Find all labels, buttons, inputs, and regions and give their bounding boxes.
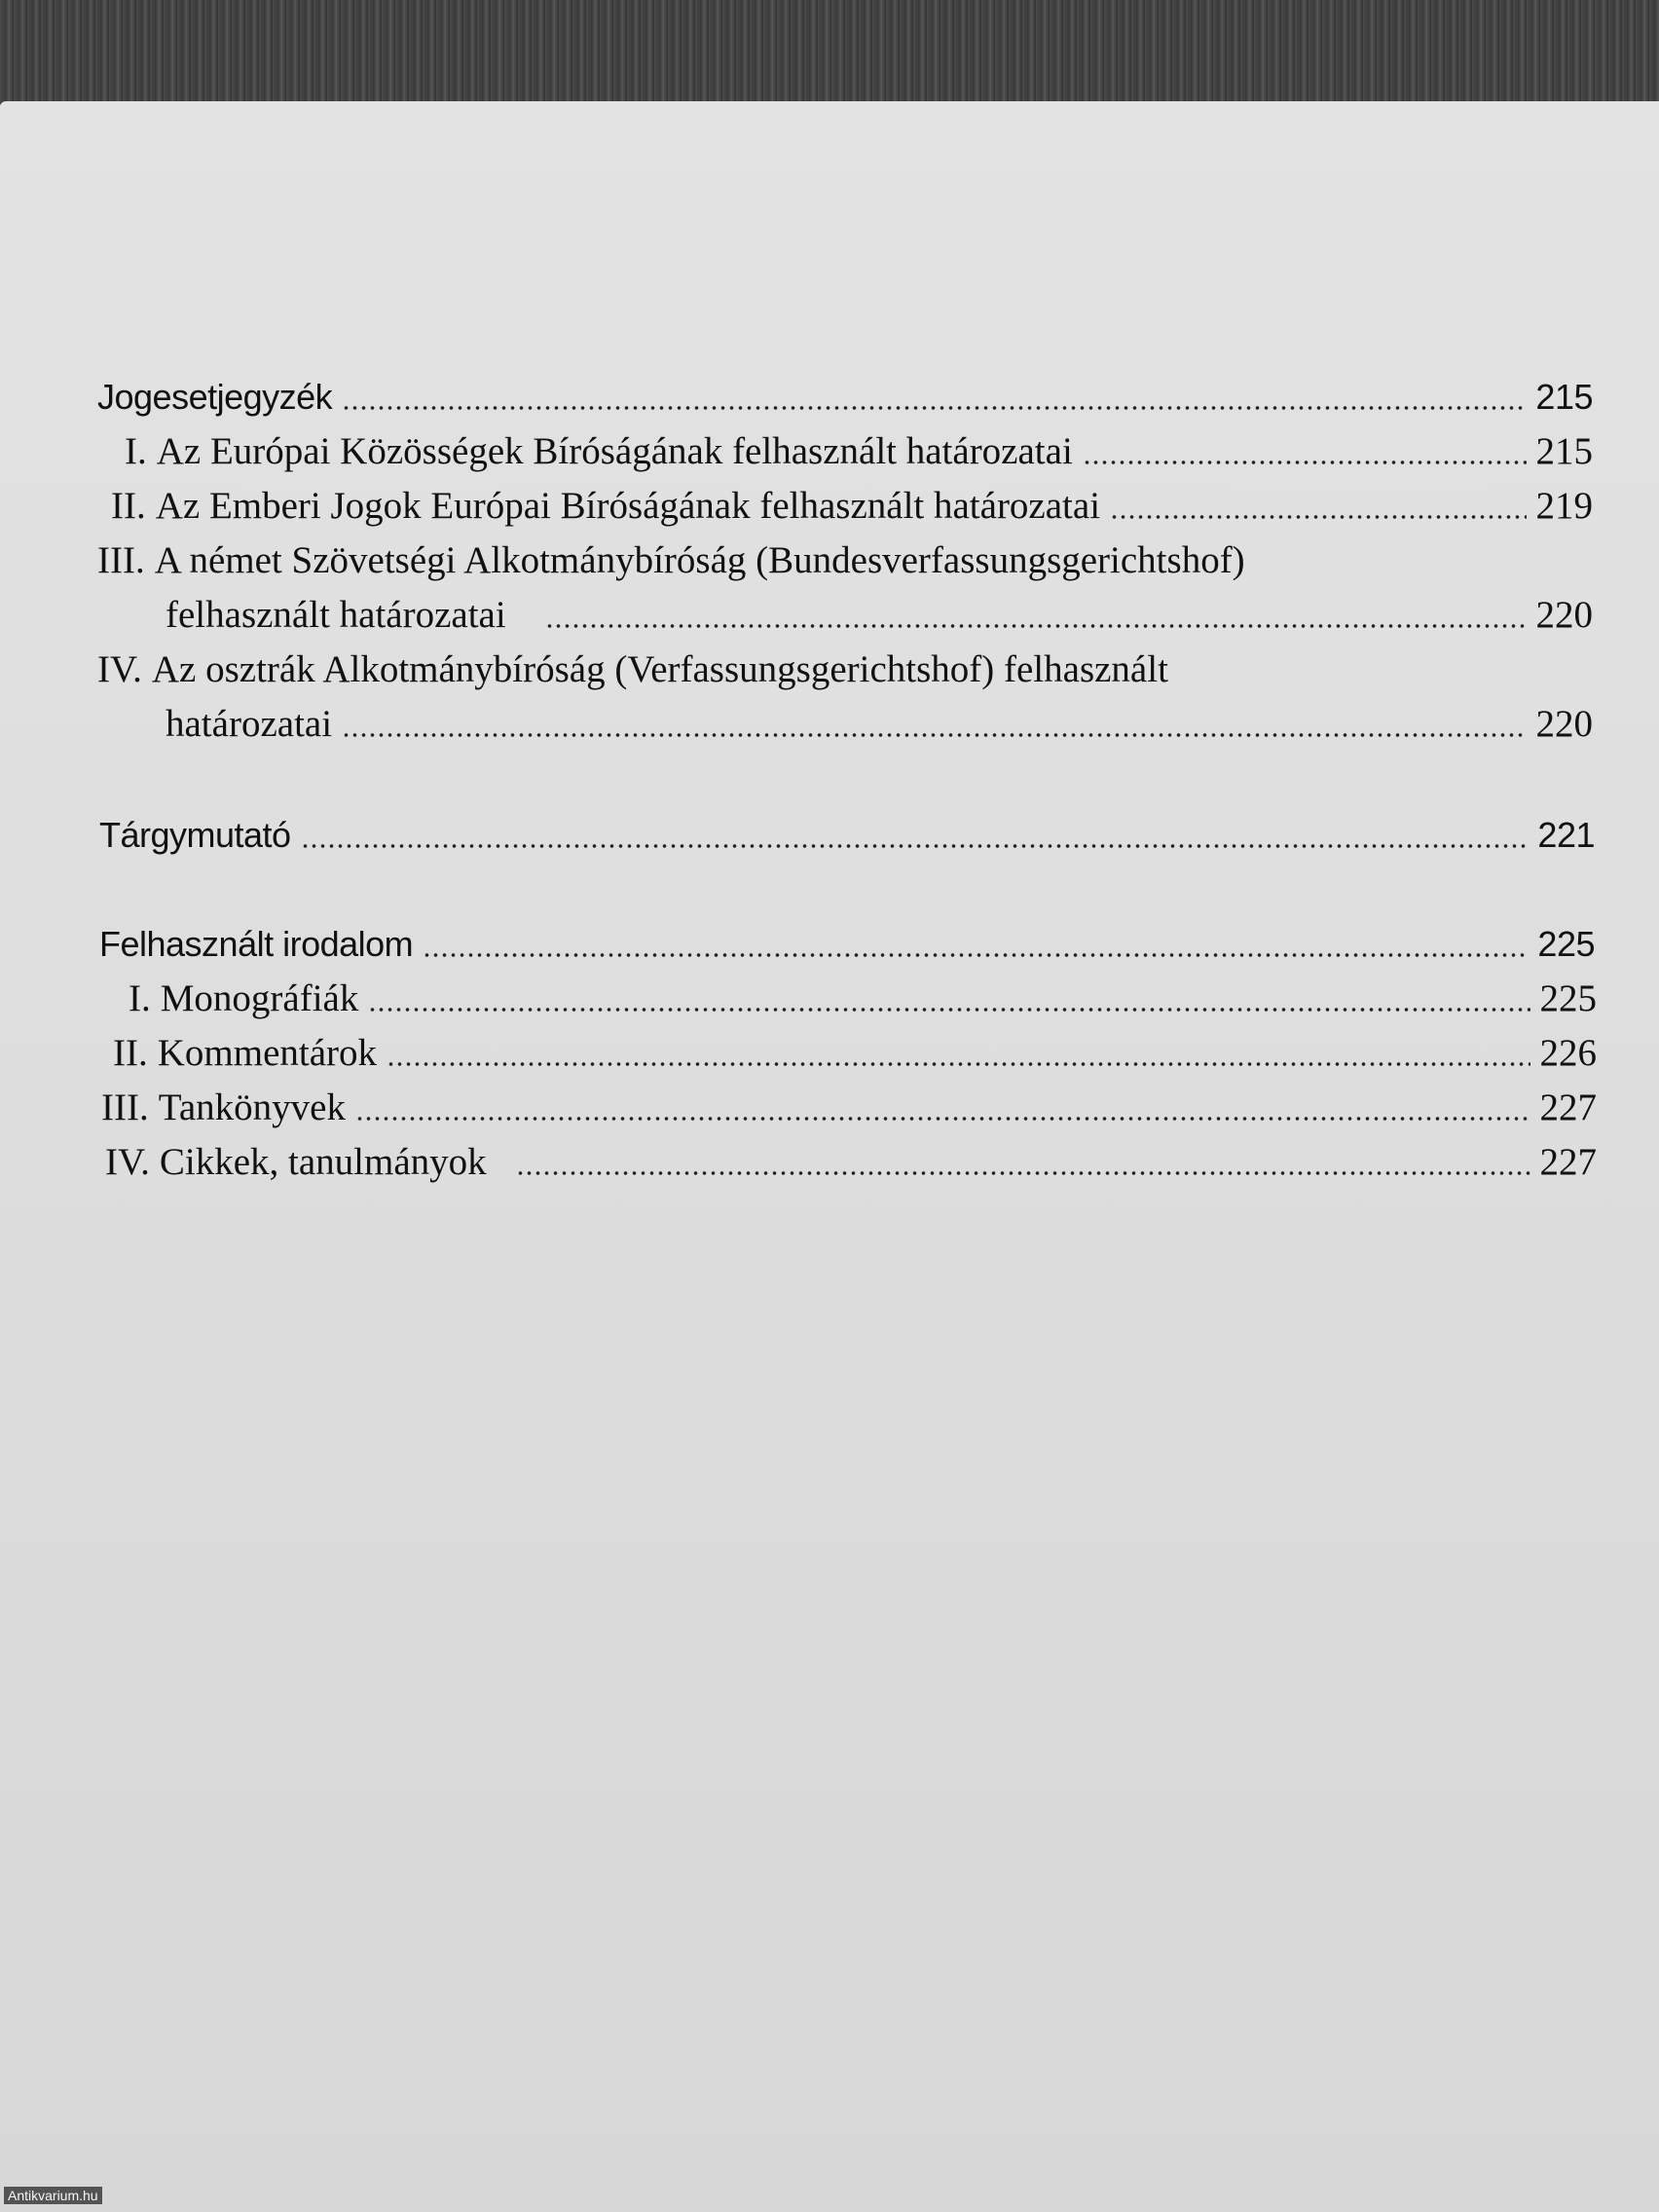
- dot-leader: [545, 609, 1527, 629]
- toc-page-number: 219: [1535, 485, 1593, 527]
- dot-leader: [355, 1102, 1530, 1122]
- toc-page-number: 225: [1539, 977, 1597, 1019]
- toc-entry-nemet-line1: [97, 537, 1245, 584]
- toc-entry-kommentarok: [113, 1030, 1597, 1077]
- toc-entry-number: I.: [125, 430, 147, 472]
- toc-entry-osztrak-line1: [97, 646, 1168, 693]
- toc-entry-cikkek: [105, 1139, 1597, 1186]
- toc-page-number: 227: [1539, 1141, 1597, 1183]
- toc-entry-osztrak-line2: [166, 701, 1593, 748]
- dot-leader: [423, 939, 1528, 958]
- toc-entry-monografiak: [129, 976, 1597, 1022]
- toc-entry-number: I.: [129, 977, 151, 1019]
- toc-page-number: 220: [1535, 703, 1593, 745]
- toc-entry-title: Az Európai Közösségek Bíróságának felhasznált határozatai: [156, 430, 1073, 472]
- toc-entry-nemet-line2: [166, 592, 1593, 639]
- toc-entry-title: Az osztrák Alkotmánybíróság (Verfassungsgerichtshof) felhasznált: [151, 648, 1168, 690]
- dot-leader: [387, 1048, 1530, 1067]
- toc-page-number: 225: [1537, 924, 1595, 964]
- toc-entry-title: Tankönyvek: [158, 1087, 346, 1128]
- toc-page-number: 227: [1539, 1087, 1597, 1128]
- toc-entry-number: III.: [97, 539, 145, 581]
- toc-entry-emberi-jogok: [111, 483, 1593, 530]
- toc-entry-number: II.: [113, 1032, 148, 1074]
- toc-entry-number: II.: [111, 485, 146, 527]
- table-of-contents: [0, 101, 1659, 2212]
- toc-entry-tankonyvek: [101, 1085, 1597, 1131]
- toc-page-number: 221: [1537, 815, 1595, 855]
- toc-entry-title: Jogesetjegyzék: [97, 377, 333, 417]
- toc-page-number: 220: [1535, 594, 1593, 636]
- toc-entry-title-continued: felhasznált határozatai: [166, 594, 506, 636]
- toc-entry-number: IV.: [105, 1141, 150, 1183]
- dot-leader: [301, 830, 1529, 849]
- dot-leader: [516, 1157, 1530, 1176]
- dot-leader: [1110, 500, 1526, 520]
- toc-entry-irodalom: [99, 921, 1595, 968]
- toc-entry-title: Tárgymutató: [99, 815, 291, 855]
- dot-leader: [342, 391, 1526, 411]
- toc-entry-number: III.: [101, 1087, 149, 1128]
- toc-page-number: 215: [1535, 430, 1593, 472]
- toc-entry-title: Az Emberi Jogok Európai Bíróságának felhasznált határozatai: [155, 485, 1101, 527]
- toc-entry-title: A német Szövetségi Alkotmánybíróság (Bundesverfassungsgerichtshof): [154, 539, 1245, 581]
- toc-entry-title-continued: határozatai: [166, 703, 333, 745]
- toc-entry-title: Monográfiák: [160, 977, 359, 1019]
- toc-page-number: 226: [1539, 1032, 1597, 1074]
- book-top-edge: [0, 0, 1659, 105]
- toc-entry-title: Kommentárok: [157, 1032, 378, 1074]
- toc-entry-targymutato: [99, 812, 1595, 859]
- toc-entry-number: IV.: [97, 648, 142, 690]
- toc-entry-title: Felhasznált irodalom: [99, 924, 414, 964]
- toc-page-number: 215: [1535, 377, 1593, 417]
- watermark: Antikvarium.hu: [4, 2187, 102, 2204]
- book-page: [0, 101, 1659, 2212]
- toc-entry-jogesetjegyzek: [97, 374, 1593, 421]
- dot-leader: [342, 719, 1526, 738]
- toc-entry-eu-kozossegek: [125, 428, 1593, 475]
- dot-leader: [368, 993, 1530, 1013]
- dot-leader: [1083, 446, 1527, 465]
- toc-entry-title: Cikkek, tanulmányok: [159, 1141, 487, 1183]
